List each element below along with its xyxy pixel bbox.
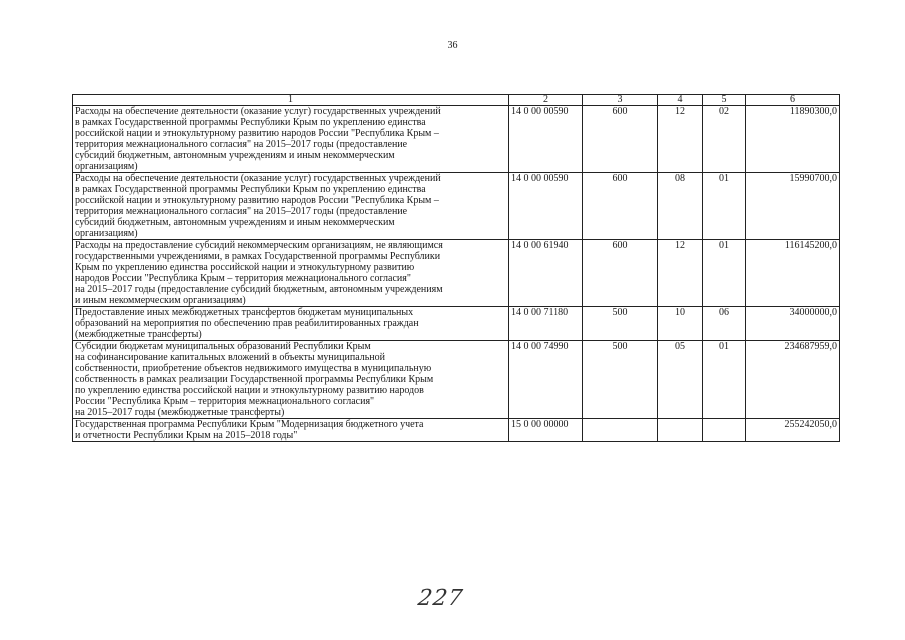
row-target-code: 14 0 00 00590 — [509, 106, 583, 173]
page-number: 36 — [447, 40, 458, 51]
row-amount: 234687959,0 — [746, 341, 840, 419]
row-section: 08 — [658, 173, 703, 240]
column-header-2: 2 — [509, 95, 583, 106]
row-section: 05 — [658, 341, 703, 419]
row-target-code: 14 0 00 00590 — [509, 173, 583, 240]
row-expense-type: 600 — [583, 173, 658, 240]
row-expense-type: 500 — [583, 341, 658, 419]
column-header-4: 4 — [658, 95, 703, 106]
table-row — [73, 419, 840, 442]
row-section: 12 — [658, 106, 703, 173]
row-description: Расходы на обеспечение деятельности (оказание услуг) государственных учреждений в рамках Государственной программы Республики Крым по укреплению единства российской нации и этнокультурному развитию народов России "Республика Крым – территория межнационального согласия" на 2015–2017 годы (предоставление субсидий бюджетным, автономным учреждениям и иным некоммерческим организациям) — [73, 106, 509, 173]
row-subsection: 01 — [703, 240, 746, 307]
row-subsection: 01 — [703, 173, 746, 240]
row-subsection: 01 — [703, 341, 746, 419]
row-description: Субсидии бюджетам муниципальных образований Республики Крым на софинансирование капитальных вложений в объекты муниципальной собственности, приобретение объектов недвижимого имущества в муниципальную собственность в рамках реализации Государственной программы Республики Крым по укреплению единства российской нации и этнокультурному развитию народов России "Республика Крым – территория межнационального согласия" на 2015–2017 годы (межбюджетные трансферты) — [73, 341, 509, 419]
row-section: 10 — [658, 307, 703, 341]
row-target-code: 14 0 00 74990 — [509, 341, 583, 419]
header-row — [73, 95, 840, 106]
row-description: Расходы на обеспечение деятельности (оказание услуг) государственных учреждений в рамках Государственной программы Республики Крым по укреплению единства российской нации и этнокультурному развитию народов России "Республика Крым – территория межнационального согласия" на 2015–2017 годы (предоставление субсидий бюджетным, автономным учреждениям и иным некоммерческим организациям) — [73, 173, 509, 240]
row-description: Государственная программа Республики Крым "Модернизация бюджетного учета и отчетности Республики Крым на 2015–2018 годы" — [73, 419, 509, 442]
table-row — [73, 173, 840, 240]
table-row — [73, 341, 840, 419]
table-row — [73, 307, 840, 341]
table-row — [73, 106, 840, 173]
row-expense-type: 600 — [583, 240, 658, 307]
row-subsection: 02 — [703, 106, 746, 173]
column-header-1: 1 — [73, 95, 509, 106]
row-amount: 15990700,0 — [746, 173, 840, 240]
row-subsection: 06 — [703, 307, 746, 341]
row-amount: 11890300,0 — [746, 106, 840, 173]
row-subsection — [703, 419, 746, 442]
table-row — [73, 240, 840, 307]
row-expense-type: 600 — [583, 106, 658, 173]
row-expense-type — [583, 419, 658, 442]
row-description: Расходы на предоставление субсидий некоммерческим организациям, не являющимся государственными учреждениями, в рамках Государственной программы Республики Крым по укреплению единства российской нации и этнокультурному развитию народов России "Республика Крым – территория межнационального согласия" на 2015–2017 годы (предоставление субсидий бюджетным, автономным учреждениям и иным некоммерческим организациям) — [73, 240, 509, 307]
row-target-code: 14 0 00 61940 — [509, 240, 583, 307]
handwritten-page-mark: 227 — [416, 586, 465, 611]
row-amount: 34000000,0 — [746, 307, 840, 341]
row-amount: 255242050,0 — [746, 419, 840, 442]
row-target-code: 15 0 00 00000 — [509, 419, 583, 442]
row-section: 12 — [658, 240, 703, 307]
row-target-code: 14 0 00 71180 — [509, 307, 583, 341]
row-expense-type: 500 — [583, 307, 658, 341]
column-header-5: 5 — [703, 95, 746, 106]
budget-table — [72, 94, 840, 442]
column-header-3: 3 — [583, 95, 658, 106]
row-amount: 116145200,0 — [746, 240, 840, 307]
column-header-6: 6 — [746, 95, 840, 106]
row-section — [658, 419, 703, 442]
row-description: Предоставление иных межбюджетных трансфертов бюджетам муниципальных образований на мероприятия по обеспечению прав реабилитированных граждан (межбюджетные трансферты) — [73, 307, 509, 341]
